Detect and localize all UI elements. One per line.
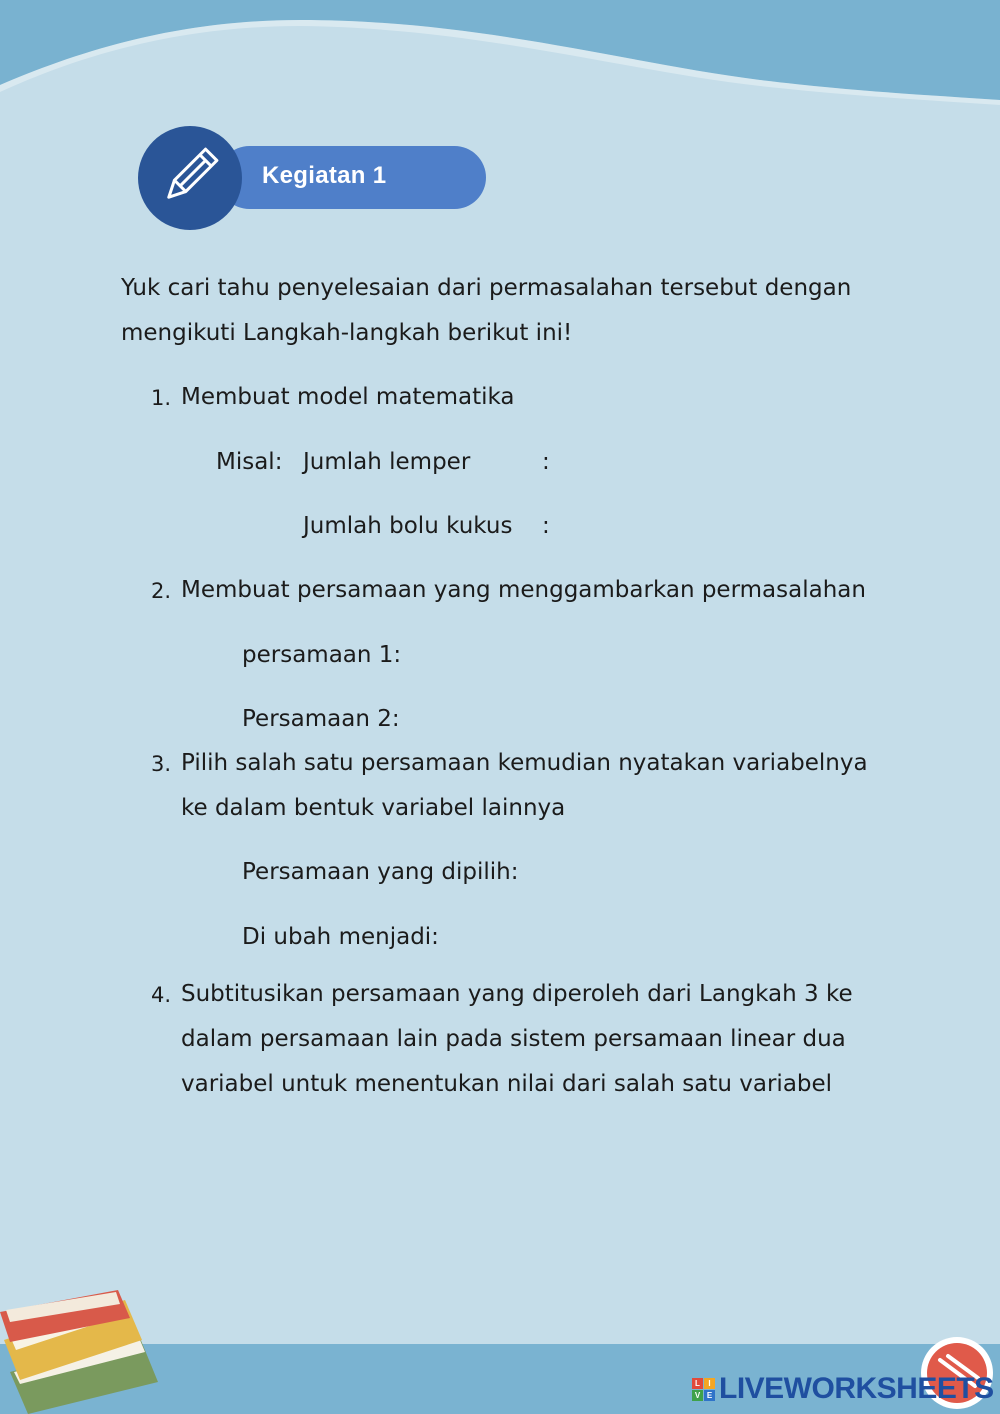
field-jumlah-lemper-separator: : — [542, 449, 550, 475]
step-4-number: 4. — [151, 983, 172, 1007]
pencil-icon — [158, 144, 222, 208]
activity-badge — [138, 126, 488, 230]
logo-letter-e: E — [704, 1390, 715, 1401]
persamaan-dipilih-label: Persamaan yang dipilih: — [242, 859, 519, 885]
field-jumlah-lemper-label: Jumlah lemper — [303, 449, 471, 475]
step-4-text-line-2: dalam persamaan lain pada sistem persamaan linear dua — [181, 1026, 846, 1052]
step-3-text-line-1: Pilih salah satu persamaan kemudian nyatakan variabelnya — [181, 750, 868, 776]
intro-line-1: Yuk cari tahu penyelesaian dari permasalahan tersebut dengan — [121, 275, 852, 301]
logo-letter-i: I — [704, 1378, 715, 1389]
step-1-text: Membuat model matematika — [181, 384, 515, 410]
logo-letter-v: V — [692, 1390, 703, 1401]
intro-line-2: mengikuti Langkah-langkah berikut ini! — [121, 320, 573, 346]
activity-icon-circle — [138, 126, 242, 230]
persamaan-2-label: Persamaan 2: — [242, 706, 400, 732]
step-1-number: 1. — [151, 386, 172, 410]
field-jumlah-bolu-separator: : — [542, 513, 550, 539]
step-4-text-line-3: variabel untuk menentukan nilai dari salah satu variabel — [181, 1071, 833, 1097]
activity-title: Kegiatan 1 — [262, 162, 387, 189]
liveworksheets-brand-text: LIVEWORKSHEETS — [719, 1372, 994, 1405]
step-2-text: Membuat persamaan yang menggambarkan permasalahan — [181, 577, 866, 603]
diubah-menjadi-label: Di ubah menjadi: — [242, 924, 439, 950]
field-jumlah-bolu-label: Jumlah bolu kukus — [303, 513, 513, 539]
step-2-number: 2. — [151, 579, 172, 603]
liveworksheets-logo-icon — [692, 1378, 715, 1401]
liveworksheets-logo[interactable] — [692, 1374, 994, 1404]
persamaan-1-label: persamaan 1: — [242, 642, 402, 668]
step-3-number: 3. — [151, 752, 172, 776]
logo-letter-l: L — [692, 1378, 703, 1389]
misal-label: Misal: — [216, 449, 283, 475]
top-wave — [0, 0, 1000, 100]
step-4-text-line-1: Subtitusikan persamaan yang diperoleh dari Langkah 3 ke — [181, 981, 853, 1007]
step-3-text-line-2: ke dalam bentuk variabel lainnya — [181, 795, 566, 821]
